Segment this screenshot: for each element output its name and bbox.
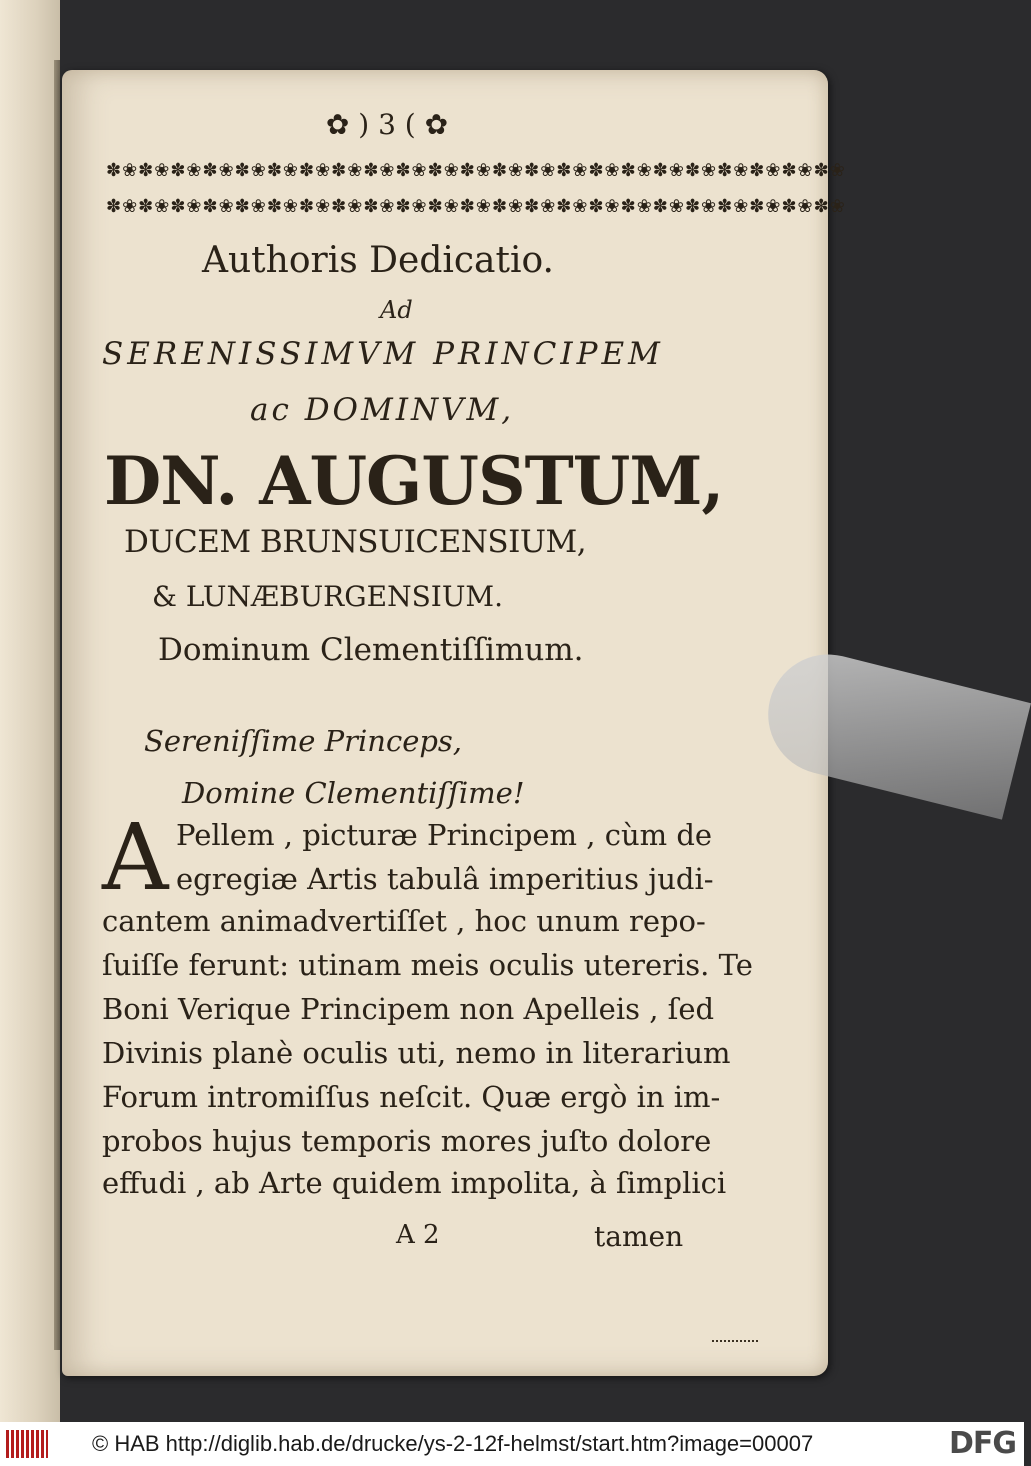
body-line: Boni Verique Principem non Apelleis , ſed <box>102 992 715 1026</box>
page-number: ✿ ) 3 ( ✿ <box>325 108 449 141</box>
body-line: Pellem , picturæ Principem , cùm de <box>176 818 713 852</box>
body-line: Forum intromiſſus neſcit. Quæ ergò in im- <box>102 1080 721 1114</box>
signature-mark: A 2 <box>396 1220 440 1250</box>
copyright-url[interactable]: © HAB http://diglib.hab.de/drucke/ys-2-12f-helmst/start.htm?image=00007 <box>92 1431 814 1456</box>
addressee-name: DN. AUGUSTUM, <box>104 442 724 520</box>
addressee-line-2: ac DOMINVM, <box>250 392 515 428</box>
ornament-row-bottom: ✽❀✽❀✽❀✽❀✽❀✽❀✽❀✽❀✽❀✽❀✽❀✽❀✽❀✽❀✽❀✽❀✽❀✽❀✽❀✽❀✽❀✽❀✽❀ <box>106 196 846 217</box>
catchword: tamen <box>594 1220 684 1253</box>
dfg-logo: DFG <box>948 1426 1016 1461</box>
body-line: probos hujus temporis mores juſto dolore <box>102 1124 712 1158</box>
ornament-row-top: ✽❀✽❀✽❀✽❀✽❀✽❀✽❀✽❀✽❀✽❀✽❀✽❀✽❀✽❀✽❀✽❀✽❀✽❀✽❀✽❀✽❀✽❀✽❀ <box>106 160 846 181</box>
heading: Authoris Dedicatio. <box>202 240 554 281</box>
drop-cap: A <box>102 804 169 911</box>
page-text <box>62 70 846 1376</box>
pencil-mark <box>712 1332 758 1342</box>
hab-barcode-icon <box>6 1430 48 1458</box>
adjacent-page-edge <box>0 0 60 1422</box>
scanned-page <box>62 70 846 1376</box>
ad-line: Ad <box>380 296 413 324</box>
title-line-1: DUCEM BRUNSUICENSIUM, <box>124 524 587 560</box>
body-line: cantem animadvertiſſet , hoc unum repo- <box>102 904 706 938</box>
title-line-3: Dominum Clementiſſimum. <box>158 632 584 668</box>
footer-bar <box>0 1422 1024 1466</box>
title-line-2: & LUNÆBURGENSIUM. <box>152 580 503 613</box>
body-line: egregiæ Artis tabulâ imperitius judi- <box>176 862 714 896</box>
addressee-line-1: SERENISSIMVM PRINCIPEM <box>102 336 664 372</box>
body-line: Divinis planè oculis uti, nemo in literarium <box>102 1036 731 1070</box>
body-line: effudi , ab Arte quidem impolita, à ſimplici <box>102 1166 727 1200</box>
book-spine <box>54 60 60 1350</box>
salutation-line-2: Domine Clementiſſime! <box>182 776 525 810</box>
body-line: ſuiſſe ferunt: utinam meis oculis utereris. Te <box>102 948 753 982</box>
salutation-line-1: Sereniſſime Princeps, <box>144 724 463 758</box>
